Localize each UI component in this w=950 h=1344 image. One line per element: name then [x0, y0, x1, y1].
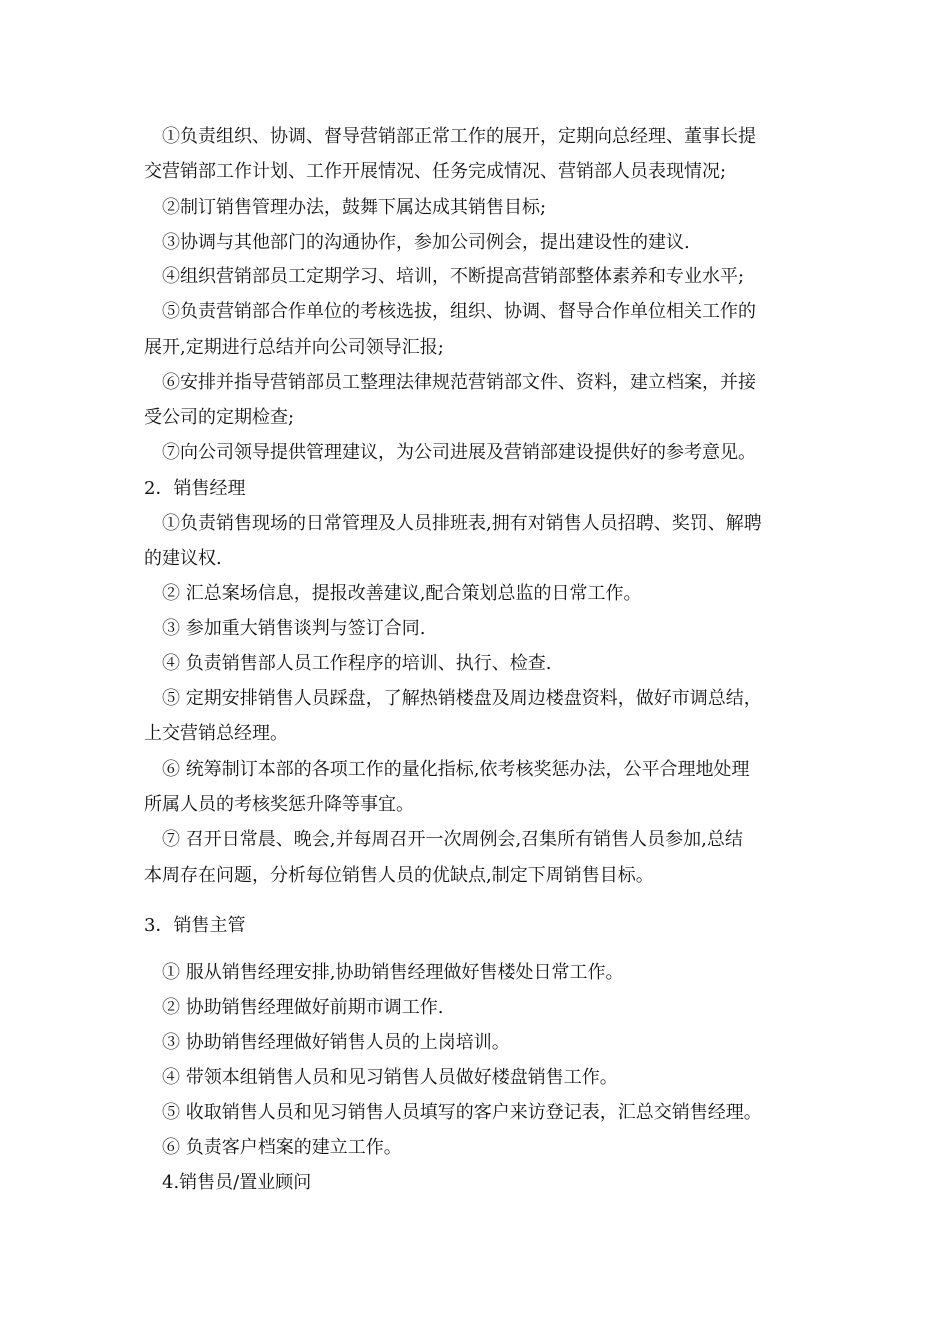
text-line: ②制订销售管理办法，鼓舞下属达成其销售目标; [162, 197, 547, 218]
text-line: ① 服从销售经理安排,协助销售经理做好售楼处日常工作。 [162, 962, 624, 983]
text-line: ⑦向公司领导提供管理建议，为公司进展及营销部建设提供好的参考意见。 [162, 442, 756, 463]
section-heading: 2．销售经理 [144, 478, 246, 499]
text-line: ⑥ 负责客户档案的建立工作。 [162, 1137, 402, 1158]
section-heading: 3．销售主管 [144, 915, 246, 936]
text-line: ④组织营销部员工定期学习、培训，不断提高营销部整体素养和专业水平; [162, 266, 745, 287]
text-line: ③ 协助销售经理做好销售人员的上岗培训。 [162, 1032, 510, 1053]
text-line: 上交营销总经理。 [144, 723, 288, 744]
text-line: ⑤负责营销部合作单位的考核选拔，组织、协调、督导合作单位相关工作的 [162, 301, 756, 322]
text-line: ⑤ 定期安排销售人员踩盘，了解热销楼盘及周边楼盘资料，做好市调总结， [162, 688, 762, 709]
text-line: ② 协助销售经理做好前期市调工作. [162, 997, 444, 1018]
text-line: ⑥ 统筹制订本部的各项工作的量化指标,依考核奖惩办法，公平合理地处理 [162, 759, 750, 780]
text-line: 受公司的定期检查; [144, 407, 295, 428]
text-line: 所属人员的考核奖惩升降等事宜。 [144, 794, 414, 815]
text-line: ④ 负责销售部人员工作程序的培训、执行、检查. [162, 653, 552, 674]
text-line: ② 汇总案场信息，提报改善建议,配合策划总监的日常工作。 [162, 583, 642, 604]
text-line: ④ 带领本组销售人员和见习销售人员做好楼盘销售工作。 [162, 1067, 618, 1088]
text-line: ①负责销售现场的日常管理及人员排班表,拥有对销售人员招聘、奖罚、解聘 [162, 513, 762, 534]
text-line: ⑥安排并指导营销部员工整理法律规范营销部文件、资料，建立档案，并接 [162, 372, 756, 393]
text-line: ③ 参加重大销售谈判与签订合同. [162, 618, 426, 639]
text-line: ⑤ 收取销售人员和见习销售人员填写的客户来访登记表，汇总交销售经理。 [162, 1102, 762, 1123]
text-line: ⑦ 召开日常晨、晚会,并每周召开一次周例会,召集所有销售人员参加,总结 [162, 829, 743, 850]
text-line: 本周存在问题，分析每位销售人员的优缺点,制定下周销售目标。 [144, 865, 654, 886]
text-line: ①负责组织、协调、督导营销部正常工作的展开，定期向总经理、董事长提 [162, 126, 756, 147]
text-line: 展开,定期进行总结并向公司领导汇报; [144, 337, 444, 358]
text-line: 交营销部工作计划、工作开展情况、任务完成情况、营销部人员表现情况; [144, 161, 727, 182]
section-heading: 4.销售员/置业顾问 [162, 1172, 312, 1193]
text-line: 的建议权. [144, 548, 222, 569]
text-line: ③协调与其他部门的沟通协作，参加公司例会，提出建设性的建议. [162, 232, 690, 253]
